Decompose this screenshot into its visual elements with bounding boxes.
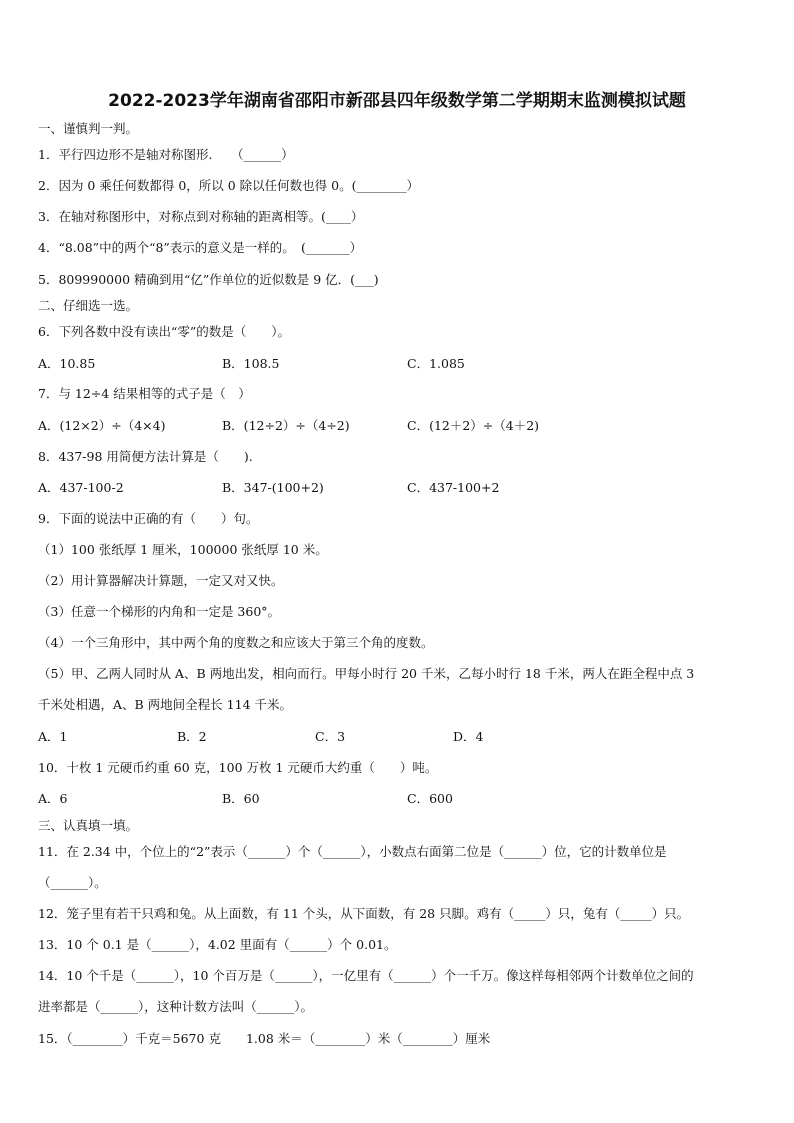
q10-option-a: A．6 — [38, 791, 68, 806]
question-10: 10．十枚 1 元硬币约重 60 克，100 万枚 1 元硬币大约重（ ）吨。 — [38, 760, 438, 775]
q7-option-b: B．(12÷2）÷（4÷2) — [222, 418, 350, 433]
q9-option-a: A．1 — [38, 729, 68, 744]
question-4: 4．“8.08”中的两个“8”表示的意义是一样的。 (_______） — [38, 240, 363, 255]
section-heading-1: 一、谨慎判一判。 — [38, 121, 139, 136]
q6-option-a: A．10.85 — [38, 356, 96, 371]
section-heading-3: 三、认真填一填。 — [38, 818, 139, 833]
section-heading-2: 二、仔细选一选。 — [38, 298, 139, 313]
q9-statement-2: （2）用计算器解决计算题，一定又对又快。 — [38, 573, 284, 588]
q10-option-c: C．600 — [407, 791, 453, 806]
question-5: 5．809990000 精确到用“亿”作单位的近似数是 9 亿．(___) — [38, 272, 379, 287]
q8-option-a: A．437-100-2 — [38, 480, 124, 495]
q9-option-b: B．2 — [177, 729, 207, 744]
question-2: 2．因为 0 乘任何数都得 0，所以 0 除以任何数也得 0。(________） — [38, 178, 419, 193]
question-9: 9．下面的说法中正确的有（ ）句。 — [38, 511, 259, 526]
q10-option-b: B．60 — [222, 791, 260, 806]
question-6: 6．下列各数中没有读出“零”的数是（ ）。 — [38, 324, 290, 339]
q7-option-c: C．(12＋2）÷（4＋2) — [407, 418, 540, 433]
question-3: 3．在轴对称图形中，对称点到对称轴的距离相等。(____） — [38, 209, 364, 224]
q6-option-b: B．108.5 — [222, 356, 280, 371]
question-13: 13．10 个 0.1 是（______），4.02 里面有（______）个 0.01。 — [38, 937, 397, 952]
q8-option-c: C．437-100+2 — [407, 480, 500, 495]
q7-option-a: A．(12×2）÷（4×4) — [38, 418, 166, 433]
q6-option-c: C．1.085 — [407, 356, 465, 371]
question-1: 1．平行四边形不是轴对称图形. （______） — [38, 147, 294, 162]
q9-statement-5: （5）甲、乙两人同时从 A、B 两地出发，相向而行。甲每小时行 20 千米，乙每小时行 18 千米，两人在距全程中点 3 — [38, 666, 695, 681]
question-11-cont: （______）。 — [38, 875, 107, 890]
q9-option-d: D．4 — [453, 729, 484, 744]
q8-option-b: B．347-(100+2) — [222, 480, 324, 495]
question-7: 7．与 12÷4 结果相等的式子是（ ） — [38, 386, 251, 401]
q9-statement-3: （3）任意一个梯形的内角和一定是 360°。 — [38, 604, 281, 619]
question-14: 14．10 个千是（______），10 个百万是（______），一亿里有（______）个一千万。像这样每相邻两个计数单位之间的 — [38, 968, 694, 983]
question-14-cont: 进率都是（______），这种计数方法叫（______）。 — [38, 999, 314, 1014]
question-12: 12．笼子里有若干只鸡和兔。从上面数，有 11 个头，从下面数，有 28 只脚。鸡有（_____）只，兔有（_____）只。 — [38, 906, 690, 921]
page-title: 2022-2023学年湖南省邵阳市新邵县四年级数学第二学期期末监测模拟试题 — [108, 91, 686, 111]
q9-option-c: C．3 — [315, 729, 346, 744]
q9-statement-5-cont: 千米处相遇，A、B 两地间全程长 114 千米。 — [38, 697, 292, 712]
question-15: 15．（________）千克＝5670 克 1.08 米＝（________）米（________）厘米 — [38, 1031, 491, 1046]
q9-statement-4: （4）一个三角形中，其中两个角的度数之和应该大于第三个角的度数。 — [38, 635, 434, 650]
question-11: 11．在 2.34 中，个位上的“2”表示（______）个（______），小数点右面第二位是（______）位，它的计数单位是 — [38, 844, 667, 859]
q9-statement-1: （1）100 张纸厚 1 厘米，100000 张纸厚 10 米。 — [38, 542, 328, 557]
question-8: 8．437-98 用简便方法计算是（ ). — [38, 449, 253, 464]
